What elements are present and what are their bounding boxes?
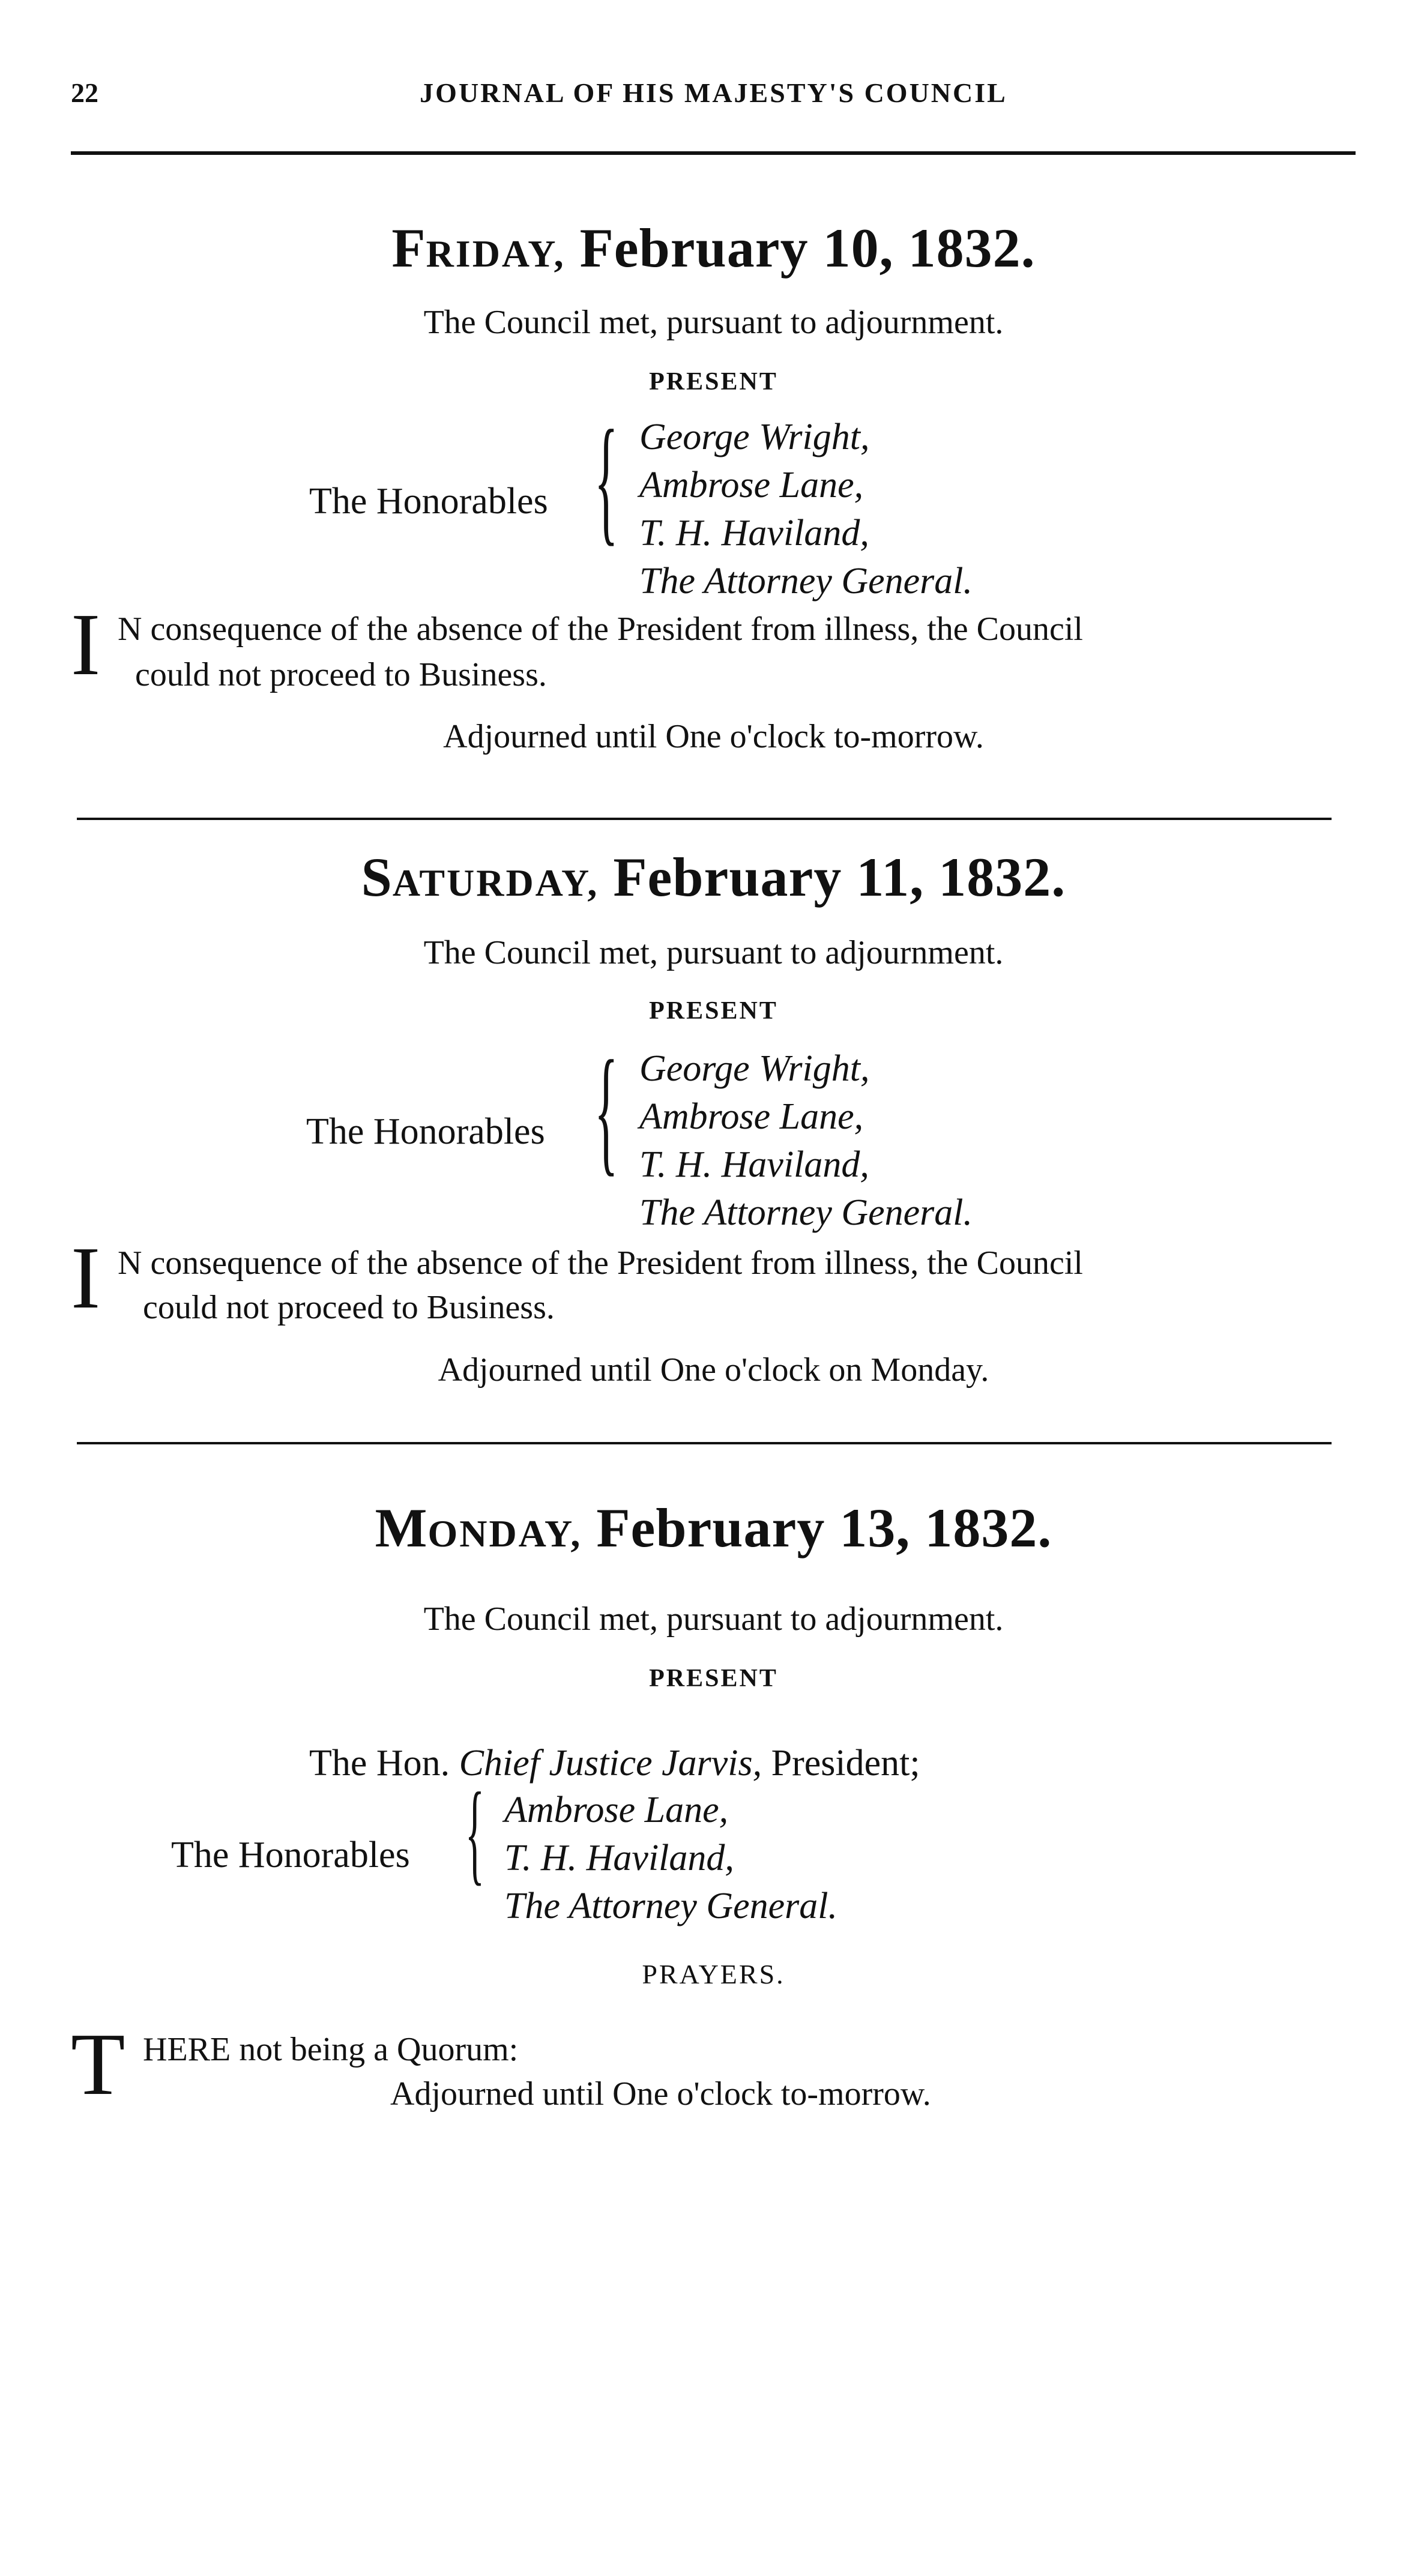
day-initial: F xyxy=(391,217,426,279)
member-name: Ambrose Lane, xyxy=(639,465,864,505)
day-name: RIDAY, xyxy=(426,232,566,275)
member-name: Ambrose Lane, xyxy=(639,1096,864,1137)
present-heading: PRESENT xyxy=(649,368,778,396)
body-line: N consequence of the absence of the President from illness, the Council xyxy=(118,1244,1083,1282)
day-name: ATURDAY, xyxy=(392,861,599,904)
date-text: February 10, 1832. xyxy=(579,217,1036,279)
adjourned-line: Adjourned until One o'clock on Monday. xyxy=(438,1351,989,1389)
entry-date-heading xyxy=(0,845,1427,909)
drop-cap: I xyxy=(71,1229,101,1327)
body-line: N consequence of the absence of the President from illness, the Council xyxy=(118,611,1083,648)
entry-date-heading xyxy=(0,1496,1427,1560)
date-text: February 11, 1832. xyxy=(613,846,1066,908)
council-met-line: The Council met, pursuant to adjournment. xyxy=(423,934,1004,971)
member-name: George Wright, xyxy=(639,1048,870,1089)
body-line: could not proceed to Business. xyxy=(135,656,547,693)
member-list xyxy=(639,1045,973,1237)
body-line: HERE not being a Quorum: xyxy=(143,2031,519,2068)
member-name: T. H. Haviland, xyxy=(639,513,869,554)
adjourned-line: Adjourned until One o'clock to-morrow. xyxy=(443,718,984,755)
council-met-line: The Council met, pursuant to adjournment. xyxy=(423,1600,1004,1638)
council-met-line: The Council met, pursuant to adjournment. xyxy=(423,304,1004,341)
honorables-label: The Honorables xyxy=(171,1835,410,1875)
member-name: Ambrose Lane, xyxy=(504,1790,729,1830)
entry-date-heading xyxy=(0,216,1427,280)
member-name: The Attorney General. xyxy=(639,561,973,602)
body-line: could not proceed to Business. xyxy=(143,1289,555,1326)
president-name: Chief Justice Jarvis, xyxy=(459,1743,762,1784)
prayers-heading: PRAYERS. xyxy=(642,1959,785,1989)
brace: { xyxy=(594,402,618,558)
member-name: George Wright, xyxy=(639,417,870,457)
day-initial: M xyxy=(375,1497,428,1558)
adjourned-line: Adjourned until One o'clock to-morrow. xyxy=(390,2075,931,2113)
honorables-label: The Honorables xyxy=(309,481,548,522)
member-name: The Attorney General. xyxy=(504,1886,838,1926)
member-name: T. H. Haviland, xyxy=(639,1144,869,1185)
member-list xyxy=(639,413,973,605)
member-name: The Attorney General. xyxy=(639,1192,973,1233)
brace: { xyxy=(465,1770,484,1896)
page-number: 22 xyxy=(71,77,98,108)
present-heading: PRESENT xyxy=(649,997,778,1025)
president-line xyxy=(309,1742,920,1785)
running-title: JOURNAL OF HIS MAJESTY'S COUNCIL xyxy=(420,77,1007,108)
member-name: T. H. Haviland, xyxy=(504,1838,734,1878)
member-list xyxy=(504,1786,837,1930)
day-name: ONDAY, xyxy=(427,1512,582,1555)
section-rule xyxy=(77,1442,1332,1444)
day-initial: S xyxy=(361,846,393,908)
present-heading: PRESENT xyxy=(649,1665,778,1692)
date-text: February 13, 1832. xyxy=(596,1497,1052,1558)
drop-cap: I xyxy=(71,596,101,694)
section-rule xyxy=(77,818,1332,820)
brace: { xyxy=(594,1032,618,1189)
drop-cap: T xyxy=(71,2015,125,2114)
president-title: President; xyxy=(771,1743,920,1784)
honorables-label: The Honorables xyxy=(306,1111,545,1152)
header-rule xyxy=(71,151,1356,155)
president-prefix: The Hon. xyxy=(309,1743,450,1784)
